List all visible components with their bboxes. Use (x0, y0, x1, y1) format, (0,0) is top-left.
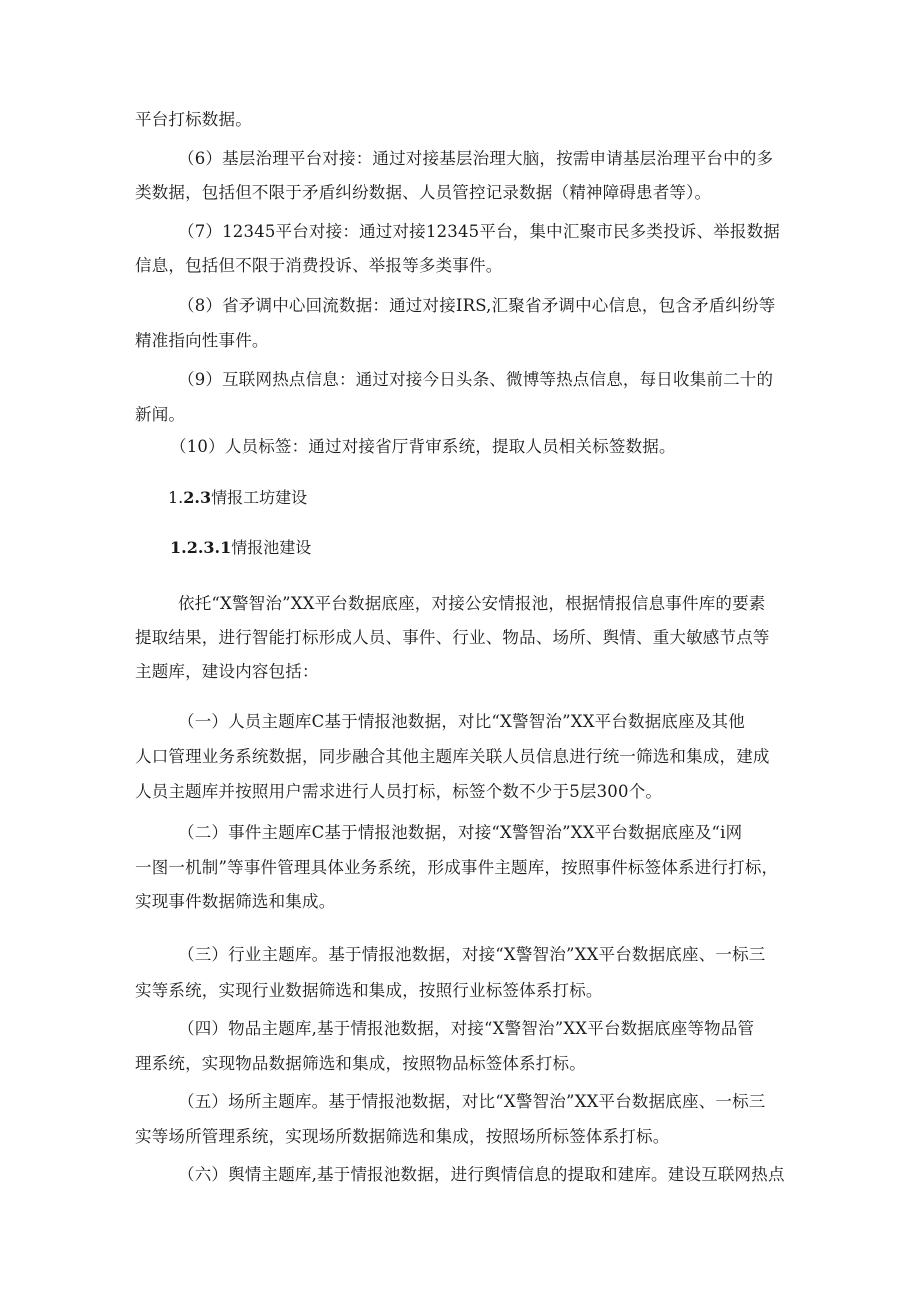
paragraph-line: 实等场所管理系统，实现场所数据筛选和集成，按照场所标签体系打标。 (135, 1127, 670, 1146)
paragraph-line: 一图一机制”等事件管理具体业务系统，形成事件主题库，按照事件标签体系进行打标， (135, 858, 779, 877)
paragraph-line: （一）人员主题库C基于情报池数据，对比“X警智治”XX平台数据底座及其他 (178, 712, 745, 731)
heading-title: 情报工坊建设 (211, 488, 308, 507)
paragraph-line: （二）事件主题库C基于情报池数据，对接“X警智治”XX平台数据底座及“i网 (178, 823, 743, 842)
subsection-heading (170, 538, 311, 558)
paragraph-line: 依托“X警智治”XX平台数据底座，对接公安情报池，根据情报信息事件库的要素 (178, 594, 766, 613)
paragraph-line: （8）省矛调中心回流数据：通过对接IRS,汇聚省矛调中心信息，包含矛盾纠纷等 (178, 296, 776, 315)
heading-number: 1.2.3.1 (170, 538, 232, 557)
paragraph-line: 提取结果，进行智能打标形成人员、事件、行业、物品、场所、舆情、重大敏感节点等 (135, 628, 770, 647)
paragraph-line: （三）行业主题库。基于情报池数据，对接“X警智治”XX平台数据底座、一标三 (178, 945, 766, 964)
paragraph-line: 人口管理业务系统数据，同步融合其他主题库关联人员信息进行统一筛选和集成，建成 (135, 747, 770, 766)
paragraph-line: （六）舆情主题库,基于情报池数据，进行舆情信息的提取和建库。建设互联网热点 (178, 1165, 785, 1184)
paragraph-line: （10）人员标签：通过对接省厅背审系统，提取人员相关标签数据。 (170, 437, 676, 456)
paragraph-line: （6）基层治理平台对接：通过对接基层治理大脑，按需申请基层治理平台中的多 (178, 149, 774, 168)
paragraph-line: 主题库，建设内容包括： (135, 662, 319, 681)
paragraph-line: （四）物品主题库,基于情报池数据，对接“X警智治”XX平台数据底座等物品管 (178, 1019, 755, 1038)
paragraph-line: 人员主题库并按照用户需求进行人员打标，标签个数不少于5层300个。 (135, 782, 663, 801)
paragraph-line: （五）场所主题库。基于情报池数据，对比“X警智治”XX平台数据底座、一标三 (178, 1092, 766, 1111)
paragraph-line: （7）12345平台对接：通过对接12345平台，集中汇聚市民多类投诉、举报数据 (178, 222, 780, 241)
paragraph-line: 精准指向性事件。 (135, 331, 269, 350)
paragraph-line: 理系统，实现物品数据筛选和集成，按照物品标签体系打标。 (135, 1054, 586, 1073)
paragraph-line: （9）互联网热点信息：通过对接今日头条、微博等热点信息，每日收集前二十的 (178, 370, 774, 389)
paragraph-line: 实现事件数据筛选和集成。 (135, 892, 336, 911)
section-heading (168, 488, 307, 508)
paragraph-line: 类数据，包括但不限于矛盾纠纷数据、人员管控记录数据（精神障碍患者等）。 (135, 183, 712, 202)
paragraph-line: 平台打标数据。 (135, 110, 252, 129)
paragraph-line: 信息，包括但不限于消费投诉、举报等多类事件。 (135, 256, 503, 275)
paragraph-line: 新闻。 (135, 405, 186, 424)
heading-title: 情报池建设 (231, 538, 312, 557)
paragraph-line: 实等系统，实现行业数据筛选和集成，按照行业标签体系打标。 (135, 981, 603, 1000)
heading-prefix: 1. (168, 488, 184, 507)
heading-number: 2.3 (183, 488, 212, 507)
